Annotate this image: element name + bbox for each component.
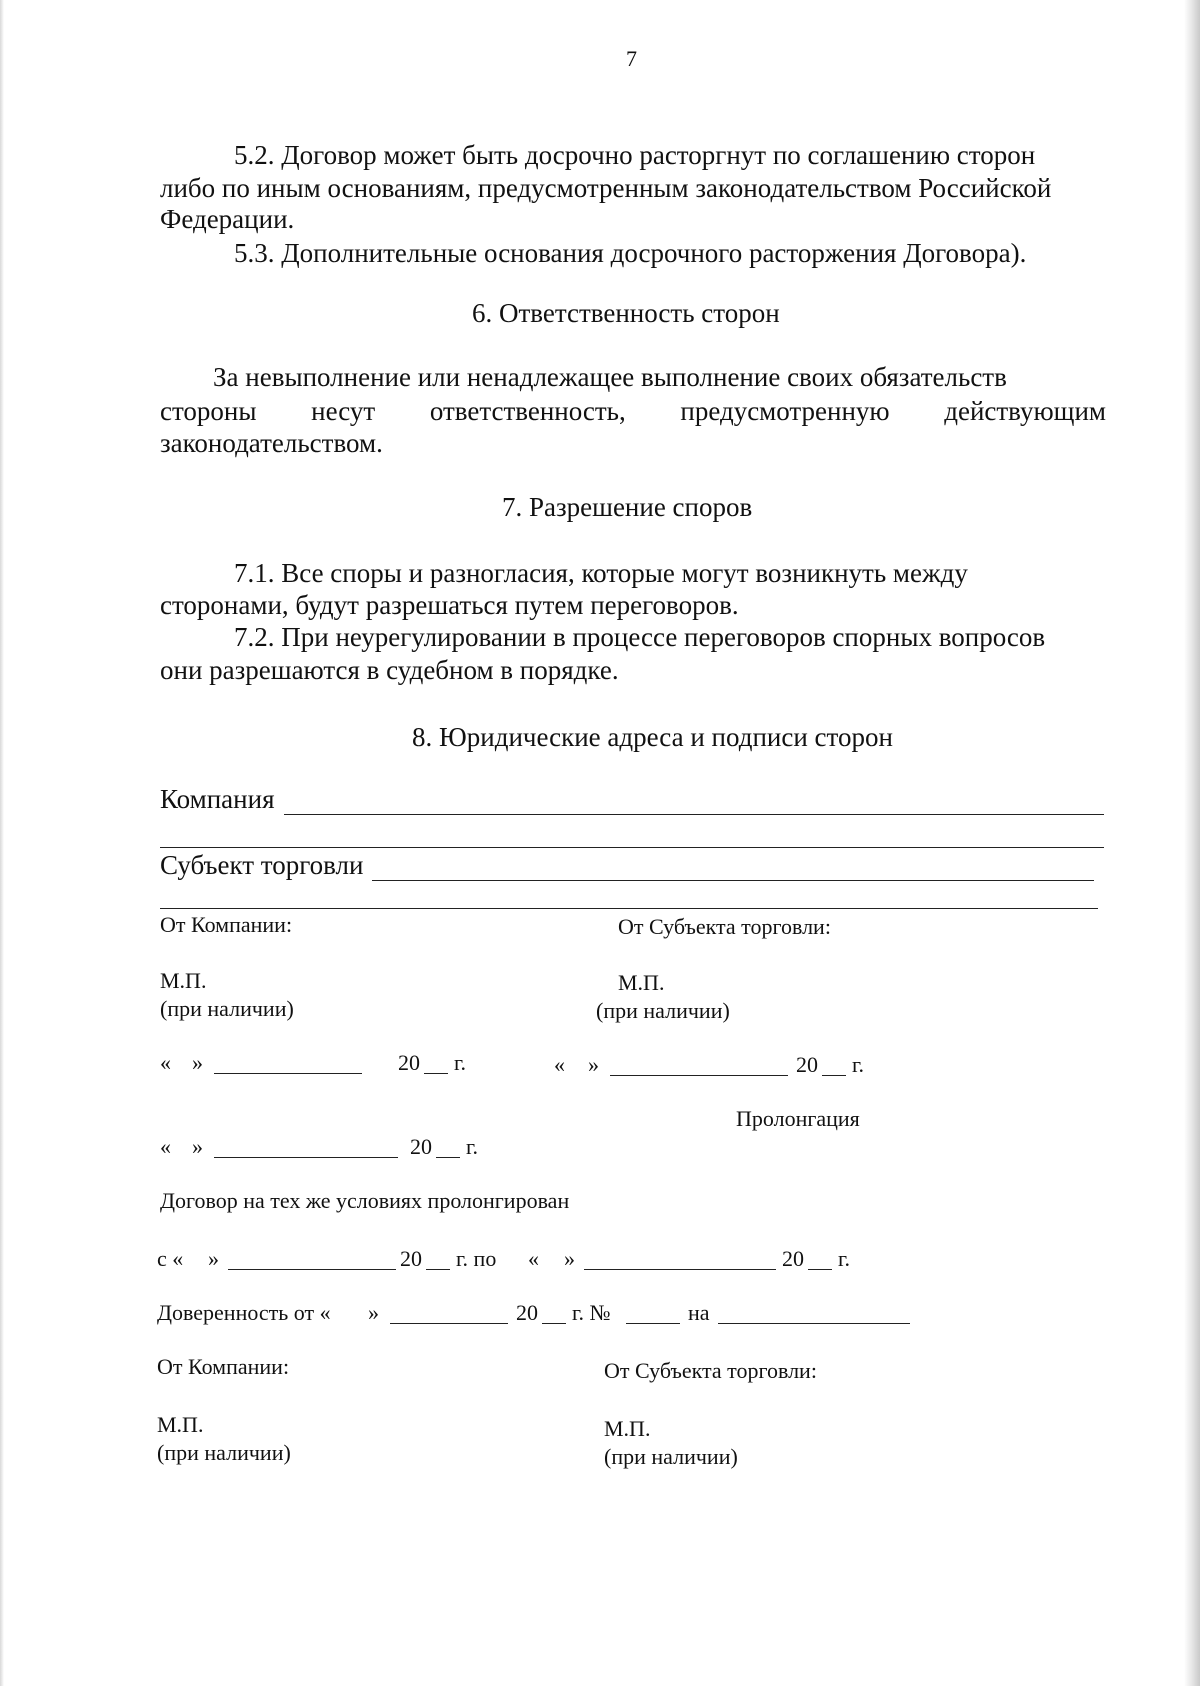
stamp-label-left-2: М.П. [157, 1412, 204, 1437]
word: предусмотренную [680, 396, 890, 426]
proxy-year-field[interactable] [542, 1323, 566, 1324]
period-to-word: г. по [456, 1246, 497, 1271]
date-year-field[interactable] [424, 1073, 448, 1074]
date-year-prefix: 20 [410, 1134, 432, 1159]
date-year-suffix: г. [838, 1246, 851, 1271]
company-field-line[interactable] [284, 814, 1104, 815]
clause-5-2-line-3: Федерации. [160, 204, 295, 234]
date-month-field[interactable] [214, 1157, 398, 1158]
stamp-note-right: (при наличии) [596, 998, 730, 1023]
proxy-label: Доверенность от « [157, 1300, 331, 1325]
date-year-prefix: 20 [398, 1050, 420, 1075]
date-year-suffix: г. [454, 1050, 467, 1075]
date-quote-open: « [160, 1134, 171, 1159]
word: действующим [944, 396, 1106, 426]
word: несут [311, 396, 376, 426]
from-company-label-2: От Компании: [157, 1354, 290, 1379]
prolongation-text: Договор на тех же условиях пролонгирован [160, 1188, 570, 1213]
stamp-note-left: (при наличии) [160, 996, 294, 1021]
clause-5-2-line-1: 5.2. Договор может быть досрочно расторгнут по соглашению сторон [234, 140, 1036, 170]
stamp-label-right-2: М.П. [604, 1416, 651, 1441]
period-from-prefix: с « [157, 1246, 184, 1271]
from-subject-label-2: От Субъекта торговли: [604, 1358, 817, 1383]
proxy-on-field[interactable] [718, 1323, 910, 1324]
period-from-month-field[interactable] [228, 1269, 396, 1270]
date-year-suffix: г. [852, 1052, 865, 1077]
date-year-field[interactable] [822, 1075, 846, 1076]
subject-field-line[interactable] [372, 880, 1094, 881]
date-quote-close: » [564, 1246, 575, 1271]
clause-7-2-line-2: они разрешаются в судебном в порядке. [160, 655, 619, 685]
date-quote-open: « [160, 1050, 171, 1075]
date-year-prefix: 20 [796, 1052, 818, 1077]
subject-field-line-2[interactable] [160, 908, 1098, 909]
section-6-line-1: За невыполнение или ненадлежащее выполнение своих обязательств [213, 362, 1007, 392]
clause-7-1-line-1: 7.1. Все споры и разногласия, которые могут возникнуть между [234, 558, 968, 588]
scan-edge-left [0, 0, 4, 1686]
date-year-prefix: 20 [516, 1300, 538, 1325]
clause-7-2-line-1: 7.2. При неурегулировании в процессе переговоров спорных вопросов [234, 622, 1046, 652]
stamp-label-right: М.П. [618, 970, 665, 995]
date-year-suffix: г. [466, 1134, 479, 1159]
page-number: 7 [626, 46, 637, 71]
period-to-year-field[interactable] [808, 1269, 832, 1270]
section-6-line-2 [160, 398, 1106, 425]
date-quote-close: » [192, 1050, 203, 1075]
date-quote-open: « [554, 1052, 565, 1077]
proxy-date-field[interactable] [390, 1323, 508, 1324]
prolongation-title: Пролонгация [736, 1106, 860, 1131]
period-from-year-field[interactable] [426, 1269, 450, 1270]
date-year-prefix: 20 [782, 1246, 804, 1271]
stamp-note-right-2: (при наличии) [604, 1444, 738, 1469]
date-quote-close: » [368, 1300, 379, 1325]
word: стороны [160, 396, 257, 426]
date-year-field[interactable] [436, 1157, 460, 1158]
period-to-month-field[interactable] [584, 1269, 776, 1270]
clause-7-1-line-2: сторонами, будут разрешаться путем переговоров. [160, 590, 739, 620]
stamp-note-left-2: (при наличии) [157, 1440, 291, 1465]
scan-edge-right [1184, 0, 1200, 1686]
proxy-on-label: на [688, 1300, 710, 1325]
date-month-field[interactable] [610, 1075, 788, 1076]
date-month-field[interactable] [214, 1073, 362, 1074]
date-quote-close: » [588, 1052, 599, 1077]
section-7-heading: 7. Разрешение споров [502, 492, 753, 522]
section-8-heading: 8. Юридические адреса и подписи сторон [412, 722, 893, 752]
subject-label: Субъект торговли [160, 850, 364, 880]
section-6-heading: 6. Ответственность сторон [472, 298, 780, 328]
proxy-number-field[interactable] [626, 1323, 680, 1324]
section-6-line-3: законодательством. [160, 428, 383, 458]
date-quote-open: « [528, 1246, 539, 1271]
word: ответственность, [429, 396, 626, 426]
company-field-line-2[interactable] [160, 847, 1104, 848]
from-subject-label: От Субъекта торговли: [618, 914, 831, 939]
from-company-label: От Компании: [160, 912, 293, 937]
company-label: Компания [160, 784, 275, 814]
proxy-number-label: г. № [572, 1300, 611, 1325]
date-quote-close: » [192, 1134, 203, 1159]
clause-5-2-line-2: либо по иным основаниям, предусмотренным законодательством Российской [160, 173, 1052, 203]
date-year-prefix: 20 [400, 1246, 422, 1271]
stamp-label-left: М.П. [160, 968, 207, 993]
date-quote-close: » [208, 1246, 219, 1271]
clause-5-3: 5.3. Дополнительные основания досрочного расторжения Договора). [234, 238, 1027, 268]
